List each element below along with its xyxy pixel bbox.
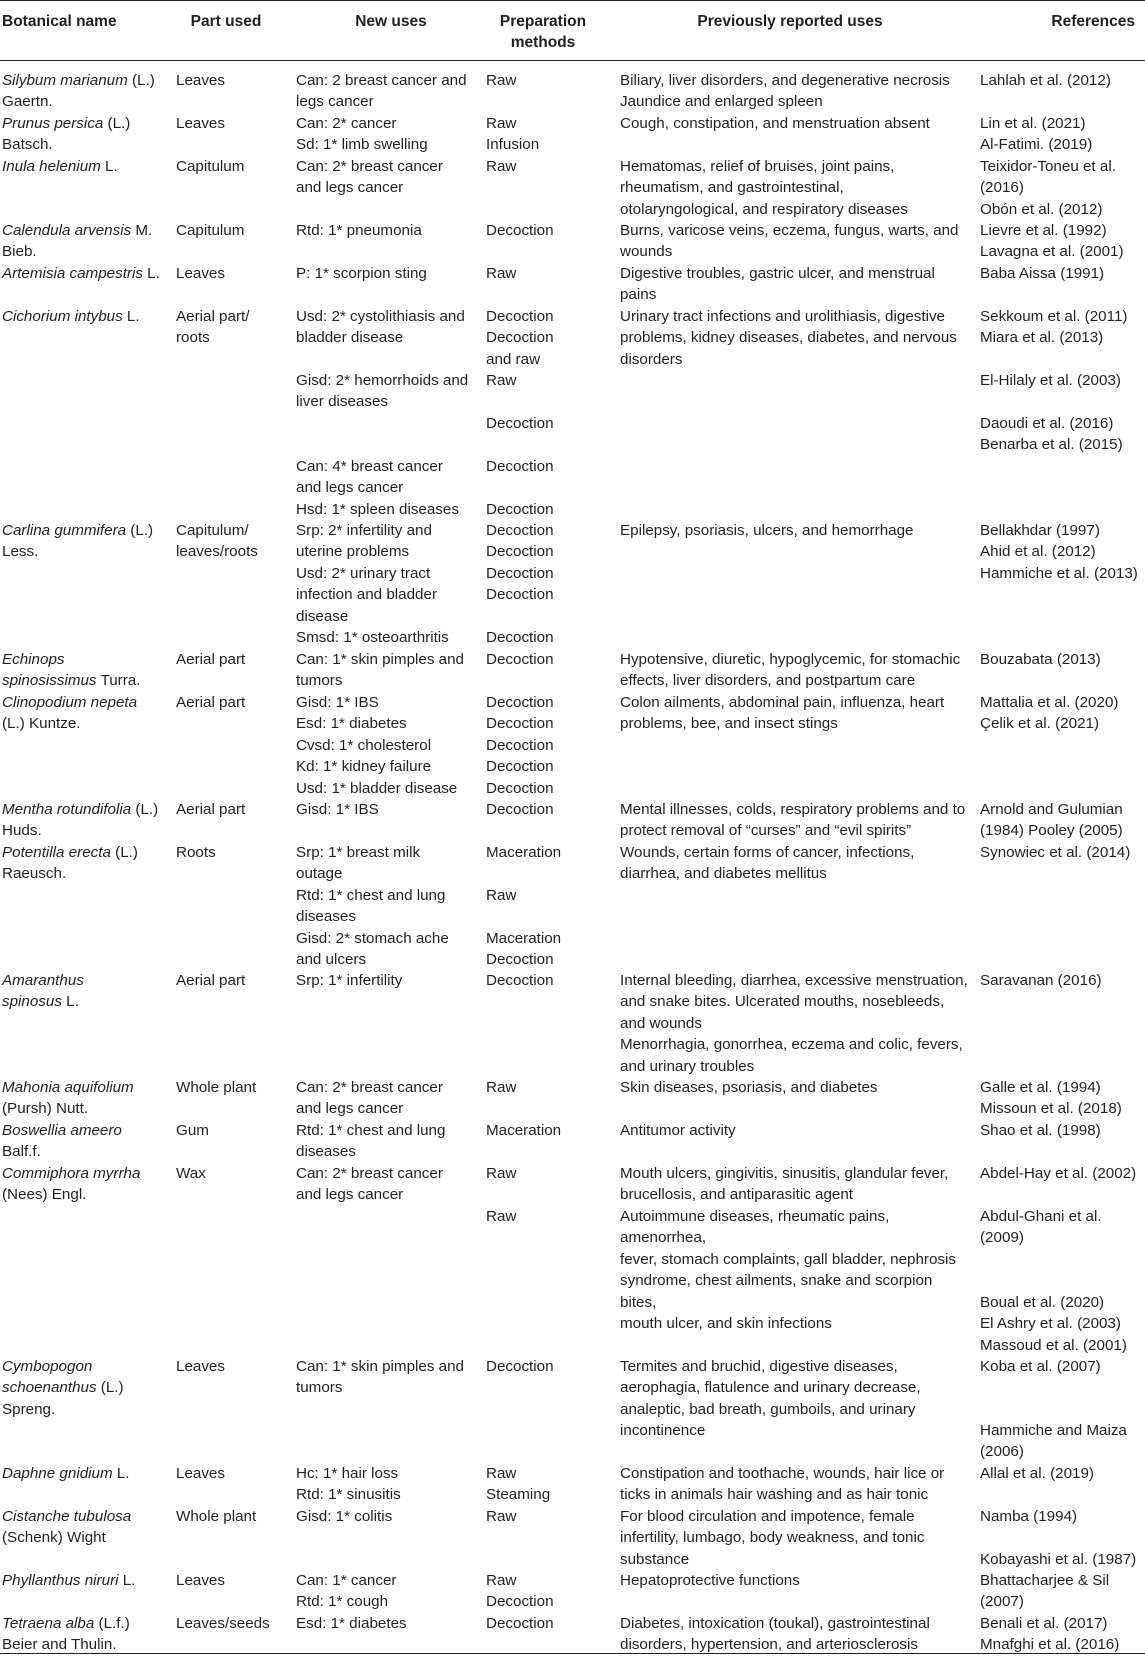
previous-uses-cell: Biliary, liver disorders, and degenerative necrosis Jaundice and enlarged spleen bbox=[620, 72, 950, 111]
preparation-cell: Raw bbox=[486, 72, 517, 89]
preparation-cell: Decoction bbox=[486, 222, 554, 239]
reference-cell: Synowiec et al. (2014) bbox=[980, 844, 1131, 861]
part-used-cell: Whole plant bbox=[176, 1079, 257, 1096]
part-used-cell: Aerial part bbox=[176, 651, 246, 668]
part-used-cell: Leaves bbox=[176, 1465, 225, 1482]
header-new-uses: New uses bbox=[355, 13, 427, 30]
species-name: Prunus persica bbox=[2, 115, 104, 132]
reference-cell: El-Hilaly et al. (2003) bbox=[980, 372, 1121, 389]
new-uses-cell: Can: 2* breast cancer and legs cancer bbox=[296, 1079, 443, 1118]
preparation-cell: Raw bbox=[486, 1079, 517, 1096]
species-name: Daphne gnidium bbox=[2, 1465, 113, 1482]
author-citation: (Nees) Engl. bbox=[2, 1186, 87, 1204]
species-name: Calendula arvensis bbox=[2, 222, 132, 239]
species-name: Phyllanthus niruri bbox=[2, 1572, 119, 1589]
preparation-cell: Raw bbox=[486, 1165, 517, 1182]
part-used-cell: Leaves bbox=[176, 115, 225, 132]
preparation-cell: Raw Steaming bbox=[486, 1465, 551, 1504]
reference-cell: Shao et al. (1998) bbox=[980, 1122, 1101, 1139]
previous-uses-cell: Epilepsy, psoriasis, ulcers, and hemorrhage bbox=[620, 522, 914, 539]
new-uses-cell: Can: 2* cancer Sd: 1* limb swelling bbox=[296, 115, 428, 154]
new-uses-cell: Esd: 1* diabetes bbox=[296, 1615, 407, 1632]
reference-cell: Arnold and Gulumian (1984) Pooley (2005) bbox=[980, 801, 1123, 840]
previous-uses-cell: Mouth ulcers, gingivitis, sinusitis, glandular fever, brucellosis, and antiparasitic agent bbox=[620, 1165, 949, 1204]
new-uses-cell: Gisd: 1* colitis bbox=[296, 1508, 393, 1525]
author-citation: L. bbox=[100, 158, 118, 175]
author-citation: Turra. bbox=[96, 672, 141, 690]
botanical-name-cell bbox=[2, 692, 172, 735]
part-used-cell: Leaves/seeds bbox=[176, 1615, 270, 1632]
new-uses-cell: Can: 2* breast cancer and legs cancer bbox=[296, 158, 443, 197]
new-uses-cell: Hc: 1* hair loss Rtd: 1* sinusitis bbox=[296, 1465, 401, 1504]
reference-cell: Allal et al. (2019) bbox=[980, 1465, 1094, 1482]
species-name: Tetraena alba bbox=[2, 1615, 95, 1632]
botanical-name-cell bbox=[2, 1163, 172, 1206]
species-name: Inula helenium bbox=[2, 158, 101, 175]
new-uses-cell: Rtd: 1* chest and lung diseases bbox=[296, 1122, 446, 1161]
previous-uses-cell: Digestive troubles, gastric ulcer, and menstrual pains bbox=[620, 265, 935, 304]
preparation-cell: Raw Infusion bbox=[486, 115, 540, 154]
new-uses-cell: P: 1* scorpion sting bbox=[296, 265, 427, 282]
header-previously-reported-uses: Previously reported uses bbox=[697, 13, 883, 30]
preparation-cell: Decoction bbox=[486, 651, 554, 668]
preparation-cell: Raw bbox=[486, 372, 517, 389]
new-uses-cell: Gisd: 2* hemorrhoids and liver diseases bbox=[296, 372, 469, 411]
author-citation: M. Bieb. bbox=[2, 222, 153, 261]
part-used-cell: Leaves bbox=[176, 1572, 225, 1589]
botanical-name-cell bbox=[2, 799, 172, 842]
header-references: References bbox=[1051, 13, 1135, 30]
previous-uses-cell: Termites and bruchid, digestive diseases, aerophagia, flatulence and urinary decrease, analeptic, bad breath, gumboils, and urinary incontinence bbox=[620, 1358, 921, 1440]
species-name: Amaranthus spinosus bbox=[2, 972, 84, 1011]
header-preparation-line2: methods bbox=[510, 34, 576, 51]
author-citation: (L.) Raeusch. bbox=[2, 844, 138, 883]
reference-cell: Koba et al. (2007) bbox=[980, 1358, 1101, 1375]
preparation-cell: Raw bbox=[486, 887, 517, 904]
reference-cell: Sekkoum et al. (2011) Miara et al. (2013) bbox=[980, 308, 1128, 347]
previous-uses-cell: Hypotensive, diuretic, hypoglycemic, for stomachic effects, liver disorders, and postpartum care bbox=[620, 651, 961, 690]
reference-cell: Hammiche and Maiza (2006) bbox=[980, 1422, 1127, 1461]
preparation-cell: Decoction bbox=[486, 801, 554, 818]
author-citation: (Pursh) Nutt. bbox=[2, 1100, 89, 1118]
new-uses-cell: Srp: 1* infertility bbox=[296, 972, 403, 989]
botanical-name-cell bbox=[2, 1463, 172, 1484]
botanical-name-cell bbox=[2, 1570, 172, 1591]
author-citation: (L.) Huds. bbox=[2, 801, 159, 840]
new-uses-cell: Can: 4* breast cancer and legs cancer bbox=[296, 458, 443, 497]
author-citation: (L.) Batsch. bbox=[2, 115, 131, 154]
preparation-cell: Decoction Decoction Decoction Decoction Decoction bbox=[486, 694, 554, 797]
species-name: Cistanche tubulosa bbox=[2, 1508, 132, 1525]
part-used-cell: Capitulum/ leaves/roots bbox=[176, 522, 258, 561]
part-used-cell: Capitulum bbox=[176, 158, 245, 175]
species-name: Artemisia campestris bbox=[2, 265, 143, 282]
author-citation: L. bbox=[61, 993, 79, 1011]
previous-uses-cell: Cough, constipation, and menstruation absent bbox=[620, 115, 930, 132]
reference-cell: Abdul-Ghani et al. (2009) bbox=[980, 1208, 1102, 1247]
reference-cell: Lin et al. (2021) Al-Fatimi. (2019) bbox=[980, 115, 1093, 154]
author-citation: Balf.f. bbox=[2, 1143, 41, 1161]
previous-uses-cell: Constipation and toothache, wounds, hair lice or ticks in animals hair washing and as hair tonic bbox=[620, 1465, 945, 1504]
reference-cell: Benali et al. (2017) Mnafghi et al. (2016) bbox=[980, 1615, 1120, 1654]
preparation-cell: Maceration Decoction bbox=[486, 930, 562, 969]
botanical-name-cell bbox=[2, 520, 172, 563]
previous-uses-cell: Mental illnesses, colds, respiratory problems and to protect removal of “curses” and “evil spirits” bbox=[620, 801, 966, 840]
previous-uses-cell: Colon ailments, abdominal pain, influenza, heart problems, bee, and insect stings bbox=[620, 694, 945, 733]
species-name: Cichorium intybus bbox=[2, 308, 123, 325]
species-name: Silybum marianum bbox=[2, 72, 128, 89]
preparation-cell: Raw bbox=[486, 265, 517, 282]
preparation-cell: Raw Decoction bbox=[486, 1572, 554, 1611]
part-used-cell: Aerial part bbox=[176, 972, 246, 989]
new-uses-cell: Can: 1* cancer Rtd: 1* cough bbox=[296, 1572, 397, 1611]
author-citation: (L.f.) Beier and Thulin. bbox=[2, 1615, 130, 1654]
preparation-cell: Maceration bbox=[486, 1122, 562, 1139]
previous-uses-cell: Internal bleeding, diarrhea, excessive menstruation, and snake bites. Ulcerated mouths, nosebleeds, and wounds Menorrhagia, gonorrhea, eczema and colic, fevers, and urinary troubles bbox=[620, 972, 968, 1075]
part-used-cell: Gum bbox=[176, 1122, 209, 1139]
species-name: Cymbopogon schoenanthus bbox=[2, 1358, 97, 1397]
preparation-cell: Raw bbox=[486, 1208, 517, 1225]
part-used-cell: Aerial part bbox=[176, 694, 246, 711]
botanical-name-cell bbox=[2, 649, 172, 692]
part-used-cell: Aerial part bbox=[176, 801, 246, 818]
author-citation: (L.) Gaertn. bbox=[2, 72, 155, 111]
part-used-cell: Aerial part/ roots bbox=[176, 308, 250, 347]
author-citation: (Schenk) Wight bbox=[2, 1529, 106, 1547]
author-citation: L. bbox=[112, 1465, 130, 1482]
species-name: Clinopodium nepeta bbox=[2, 694, 138, 711]
new-uses-cell: Hsd: 1* spleen diseases bbox=[296, 501, 459, 518]
previous-uses-cell: For blood circulation and impotence, female infertility, lumbago, body weakness, and tonic substance bbox=[620, 1508, 925, 1568]
part-used-cell: Wax bbox=[176, 1165, 206, 1182]
botanical-name-cell bbox=[2, 1506, 172, 1549]
reference-cell: Bhattacharjee & Sil (2007) bbox=[980, 1572, 1110, 1611]
species-name: Potentilla erecta bbox=[2, 844, 111, 861]
previous-uses-cell: Autoimmune diseases, rheumatic pains, amenorrhea, fever, stomach complaints, gall bladder, nephrosis syndrome, chest ailments, snake and scorpion bites, mouth ulcer, and skin infections bbox=[620, 1208, 956, 1333]
botanical-name-cell bbox=[2, 1356, 172, 1420]
botanical-name-cell bbox=[2, 70, 172, 113]
preparation-cell: Decoction bbox=[486, 1358, 554, 1375]
part-used-cell: Leaves bbox=[176, 265, 225, 282]
author-citation: L. bbox=[118, 1572, 136, 1589]
species-name: Echinops spinosissimus bbox=[2, 651, 97, 690]
header-part-used: Part used bbox=[190, 13, 262, 30]
preparation-cell: Maceration bbox=[486, 844, 562, 861]
reference-cell: Lahlah et al. (2012) bbox=[980, 72, 1111, 89]
species-name: Boswellia ameero bbox=[2, 1122, 122, 1139]
previous-uses-cell: Burns, varicose veins, eczema, fungus, warts, and wounds bbox=[620, 222, 959, 261]
previous-uses-cell: Hematomas, relief of bruises, joint pains, rheumatism, and gastrointestinal, otolaryngological, and respiratory diseases bbox=[620, 158, 908, 218]
reference-cell: Baba Aissa (1991) bbox=[980, 265, 1105, 282]
author-citation: (L.) Spreng. bbox=[2, 1379, 124, 1418]
table-bottom-rule bbox=[0, 1653, 1145, 1654]
reference-cell: Kobayashi et al. (1987) bbox=[980, 1551, 1137, 1568]
reference-cell: Galle et al. (1994) Missoun et al. (2018) bbox=[980, 1079, 1122, 1118]
botanical-name-cell bbox=[2, 263, 172, 284]
botanical-name-cell bbox=[2, 1613, 172, 1656]
new-uses-cell: Rtd: 1* pneumonia bbox=[296, 222, 422, 239]
part-used-cell: Leaves bbox=[176, 72, 225, 89]
part-used-cell: Roots bbox=[176, 844, 216, 861]
new-uses-cell: Can: 2 breast cancer and legs cancer bbox=[296, 72, 467, 111]
species-name: Commiphora myrrha bbox=[2, 1165, 141, 1182]
preparation-cell: Decoction bbox=[486, 501, 554, 518]
new-uses-cell: Can: 1* skin pimples and tumors bbox=[296, 651, 464, 690]
species-name: Carlina gummifera bbox=[2, 522, 127, 539]
new-uses-cell: Gisd: 1* IBS bbox=[296, 801, 379, 818]
previous-uses-cell: Skin diseases, psoriasis, and diabetes bbox=[620, 1079, 878, 1096]
botanical-name-cell bbox=[2, 842, 172, 885]
new-uses-cell: Can: 2* breast cancer and legs cancer bbox=[296, 1165, 443, 1204]
new-uses-cell: Srp: 1* breast milk outage Rtd: 1* chest and lung diseases Gisd: 2* stomach ache and ulcers bbox=[296, 844, 449, 969]
botanical-name-cell bbox=[2, 306, 172, 327]
reference-cell: Abdel-Hay et al. (2002) bbox=[980, 1165, 1137, 1182]
preparation-cell: Raw bbox=[486, 158, 517, 175]
botanical-name-cell bbox=[2, 113, 172, 156]
preparation-cell: Decoction Decoction Decoction Decoction bbox=[486, 522, 554, 604]
header-botanical-name: Botanical name bbox=[2, 13, 117, 30]
botanical-name-cell bbox=[2, 1077, 172, 1120]
reference-cell: Bellakhdar (1997) Ahid et al. (2012) Hammiche et al. (2013) bbox=[980, 522, 1138, 582]
reference-cell: Saravanan (2016) bbox=[980, 972, 1102, 989]
reference-cell: Mattalia et al. (2020) Çelik et al. (2021) bbox=[980, 694, 1119, 733]
species-name: Mentha rotundifolia bbox=[2, 801, 132, 818]
botanical-name-cell bbox=[2, 156, 172, 177]
author-citation: L. bbox=[142, 265, 160, 282]
reference-cell: Lievre et al. (1992) Lavagna et al. (2001) bbox=[980, 222, 1124, 261]
part-used-cell: Whole plant bbox=[176, 1508, 257, 1525]
header-preparation-line1: Preparation bbox=[499, 13, 587, 30]
author-citation: L. bbox=[122, 308, 140, 325]
part-used-cell: Capitulum bbox=[176, 222, 245, 239]
preparation-cell: Decoction Decoction and raw bbox=[486, 308, 554, 368]
previous-uses-cell: Hepatoprotective functions bbox=[620, 1572, 800, 1589]
botanical-name-cell bbox=[2, 1120, 172, 1163]
botanical-name-cell bbox=[2, 970, 172, 1013]
new-uses-cell: Srp: 2* infertility and uterine problems Usd: 2* urinary tract infection and bladder disease Smsd: 1* osteoarthritis bbox=[296, 522, 449, 647]
botanical-name-cell bbox=[2, 220, 172, 263]
preparation-cell: Decoction bbox=[486, 458, 554, 475]
preparation-cell: Decoction bbox=[486, 415, 554, 432]
species-name: Mahonia aquifolium bbox=[2, 1079, 134, 1096]
author-citation: (L.) Less. bbox=[2, 522, 154, 561]
preparation-cell: Decoction bbox=[486, 972, 554, 989]
new-uses-cell: Gisd: 1* IBS Esd: 1* diabetes Cvsd: 1* cholesterol Kd: 1* kidney failure Usd: 1* bladder disease bbox=[296, 694, 458, 797]
part-used-cell: Leaves bbox=[176, 1358, 225, 1375]
previous-uses-cell: Diabetes, intoxication (toukal), gastrointestinal disorders, hypertension, and arteriosclerosis bbox=[620, 1615, 930, 1654]
previous-uses-cell: Wounds, certain forms of cancer, infections, diarrhea, and diabetes mellitus bbox=[620, 844, 915, 883]
preparation-cell: Raw bbox=[486, 1508, 517, 1525]
reference-cell: Namba (1994) bbox=[980, 1508, 1078, 1525]
previous-uses-cell: Urinary tract infections and urolithiasis, digestive problems, kidney diseases, diabetes, and nervous disorders bbox=[620, 308, 957, 368]
reference-cell: Bouzabata (2013) bbox=[980, 651, 1101, 668]
new-uses-cell: Usd: 2* cystolithiasis and bladder disease bbox=[296, 308, 465, 347]
previous-uses-cell: Antitumor activity bbox=[620, 1122, 736, 1139]
author-citation: (L.) Kuntze. bbox=[2, 715, 81, 733]
reference-cell: Daoudi et al. (2016) Benarba et al. (2015) bbox=[980, 415, 1123, 454]
preparation-cell: Decoction bbox=[486, 1615, 554, 1632]
reference-cell: Teixidor-Toneu et al. (2016) Obón et al. (2012) bbox=[980, 158, 1116, 218]
preparation-cell: Decoction bbox=[486, 629, 554, 646]
reference-cell: Boual et al. (2020) El Ashry et al. (2003) Massoud et al. (2001) bbox=[980, 1294, 1127, 1354]
new-uses-cell: Can: 1* skin pimples and tumors bbox=[296, 1358, 464, 1397]
